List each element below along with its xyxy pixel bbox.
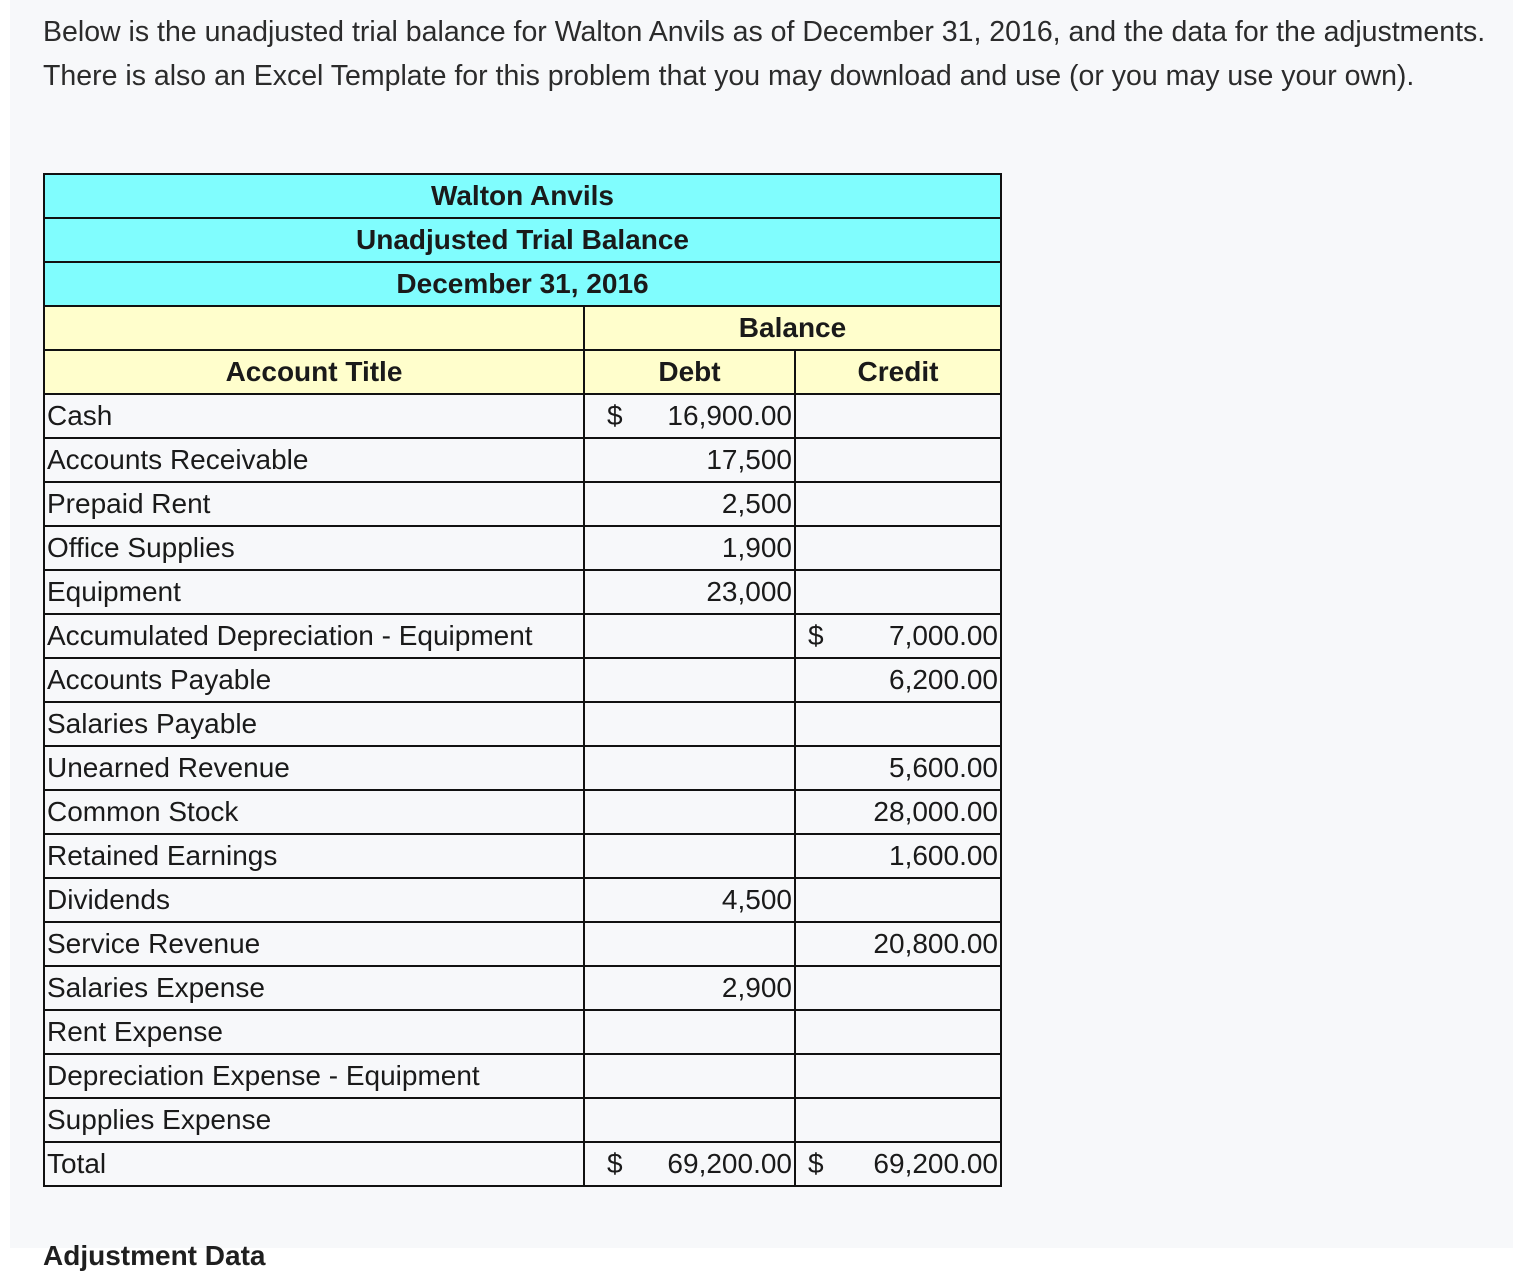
debit-amount: 16,900.00 [667,400,792,431]
account-title-cell: Prepaid Rent [44,482,584,526]
debit-cell [584,834,795,878]
adjustment-data-heading: Adjustment Data [43,1240,266,1271]
report-date-row [44,262,1001,306]
credit-amount: 20,800.00 [873,928,998,959]
table-row [44,746,1001,790]
account-title-cell: Total [44,1142,584,1186]
account-title-cell: Supplies Expense [44,1098,584,1142]
credit-cell [795,394,1001,438]
debit-cell [584,438,795,482]
debit-cell [584,922,795,966]
debit-cell [584,570,795,614]
debit-header: Debt [584,350,795,394]
blank-header-cell [44,306,584,350]
table-row [44,1054,1001,1098]
table-row [44,702,1001,746]
credit-cell [795,1142,1001,1186]
report-date: December 31, 2016 [44,262,1001,306]
credit-cell [795,922,1001,966]
credit-amount: 5,600.00 [889,752,998,783]
debit-cell [584,1010,795,1054]
account-title-cell: Retained Earnings [44,834,584,878]
account-title-cell: Rent Expense [44,1010,584,1054]
debit-amount: 4,500 [721,884,792,915]
debit-amount: 17,500 [706,444,792,475]
account-title-cell: Salaries Expense [44,966,584,1010]
debit-cell [584,702,795,746]
table-row [44,438,1001,482]
account-title-header: Account Title [44,350,584,394]
account-title-cell: Equipment [44,570,584,614]
debit-amount: 2,900 [721,972,792,1003]
debit-cell [584,1098,795,1142]
debit-amount: 1,900 [721,532,792,563]
credit-cell [795,526,1001,570]
table-row [44,922,1001,966]
table-row [44,966,1001,1010]
debit-amount: 23,000 [706,576,792,607]
trial-balance-table [43,173,1002,1187]
credit-header: Credit [795,350,1001,394]
debit-amount: 69,200.00 [667,1148,792,1179]
debit-cell [584,394,795,438]
debit-cell [584,1142,795,1186]
column-header-row [44,350,1001,394]
debit-cell [584,614,795,658]
table-row [44,1010,1001,1054]
account-title-cell: Unearned Revenue [44,746,584,790]
credit-cell [795,1054,1001,1098]
credit-amount: 7,000.00 [889,620,998,651]
debit-cell [584,878,795,922]
company-row [44,174,1001,218]
table-row [44,570,1001,614]
credit-cell [795,482,1001,526]
table-row [44,878,1001,922]
table-row [44,1142,1001,1186]
table-row [44,1098,1001,1142]
credit-amount: 69,200.00 [873,1148,998,1179]
credit-amount: 1,600.00 [889,840,998,871]
account-title-cell: Accounts Receivable [44,438,584,482]
table-row [44,614,1001,658]
account-title-cell: Salaries Payable [44,702,584,746]
credit-amount: 28,000.00 [873,796,998,827]
credit-cell [795,570,1001,614]
report-title: Unadjusted Trial Balance [44,218,1001,262]
debit-cell [584,790,795,834]
table-row [44,394,1001,438]
credit-cell [795,790,1001,834]
account-title-cell: Depreciation Expense - Equipment [44,1054,584,1098]
credit-cell [795,658,1001,702]
credit-cell [795,746,1001,790]
table-row [44,790,1001,834]
debit-cell [584,658,795,702]
debit-cell [584,1054,795,1098]
table-row [44,482,1001,526]
credit-cell [795,966,1001,1010]
debit-cell [584,966,795,1010]
company-name: Walton Anvils [44,174,1001,218]
credit-cell [795,878,1001,922]
credit-amount: 6,200.00 [889,664,998,695]
balance-header-row [44,306,1001,350]
account-title-cell: Common Stock [44,790,584,834]
table-row [44,526,1001,570]
debit-cell [584,526,795,570]
account-title-cell: Service Revenue [44,922,584,966]
account-title-cell: Cash [44,394,584,438]
account-title-cell: Accumulated Depreciation - Equipment [44,614,584,658]
table-row [44,834,1001,878]
debit-amount: 2,500 [721,488,792,519]
report-title-row [44,218,1001,262]
currency-symbol: $ [607,400,623,431]
credit-cell [795,1010,1001,1054]
credit-cell [795,614,1001,658]
credit-cell [795,702,1001,746]
currency-symbol: $ [808,620,824,651]
credit-cell [795,1098,1001,1142]
account-title-cell: Dividends [44,878,584,922]
intro-paragraph: Below is the unadjusted trial balance for Walton Anvils as of December 31, 2016, and the data for the adjustments. There is also an Excel Template for this problem that you may download and use (or you may use your own). [43,16,1486,92]
currency-symbol: $ [607,1148,623,1179]
account-title-cell: Accounts Payable [44,658,584,702]
credit-cell [795,438,1001,482]
table-row [44,658,1001,702]
debit-cell [584,482,795,526]
currency-symbol: $ [808,1148,824,1179]
credit-cell [795,834,1001,878]
account-title-cell: Office Supplies [44,526,584,570]
balance-header: Balance [584,306,1001,350]
debit-cell [584,746,795,790]
